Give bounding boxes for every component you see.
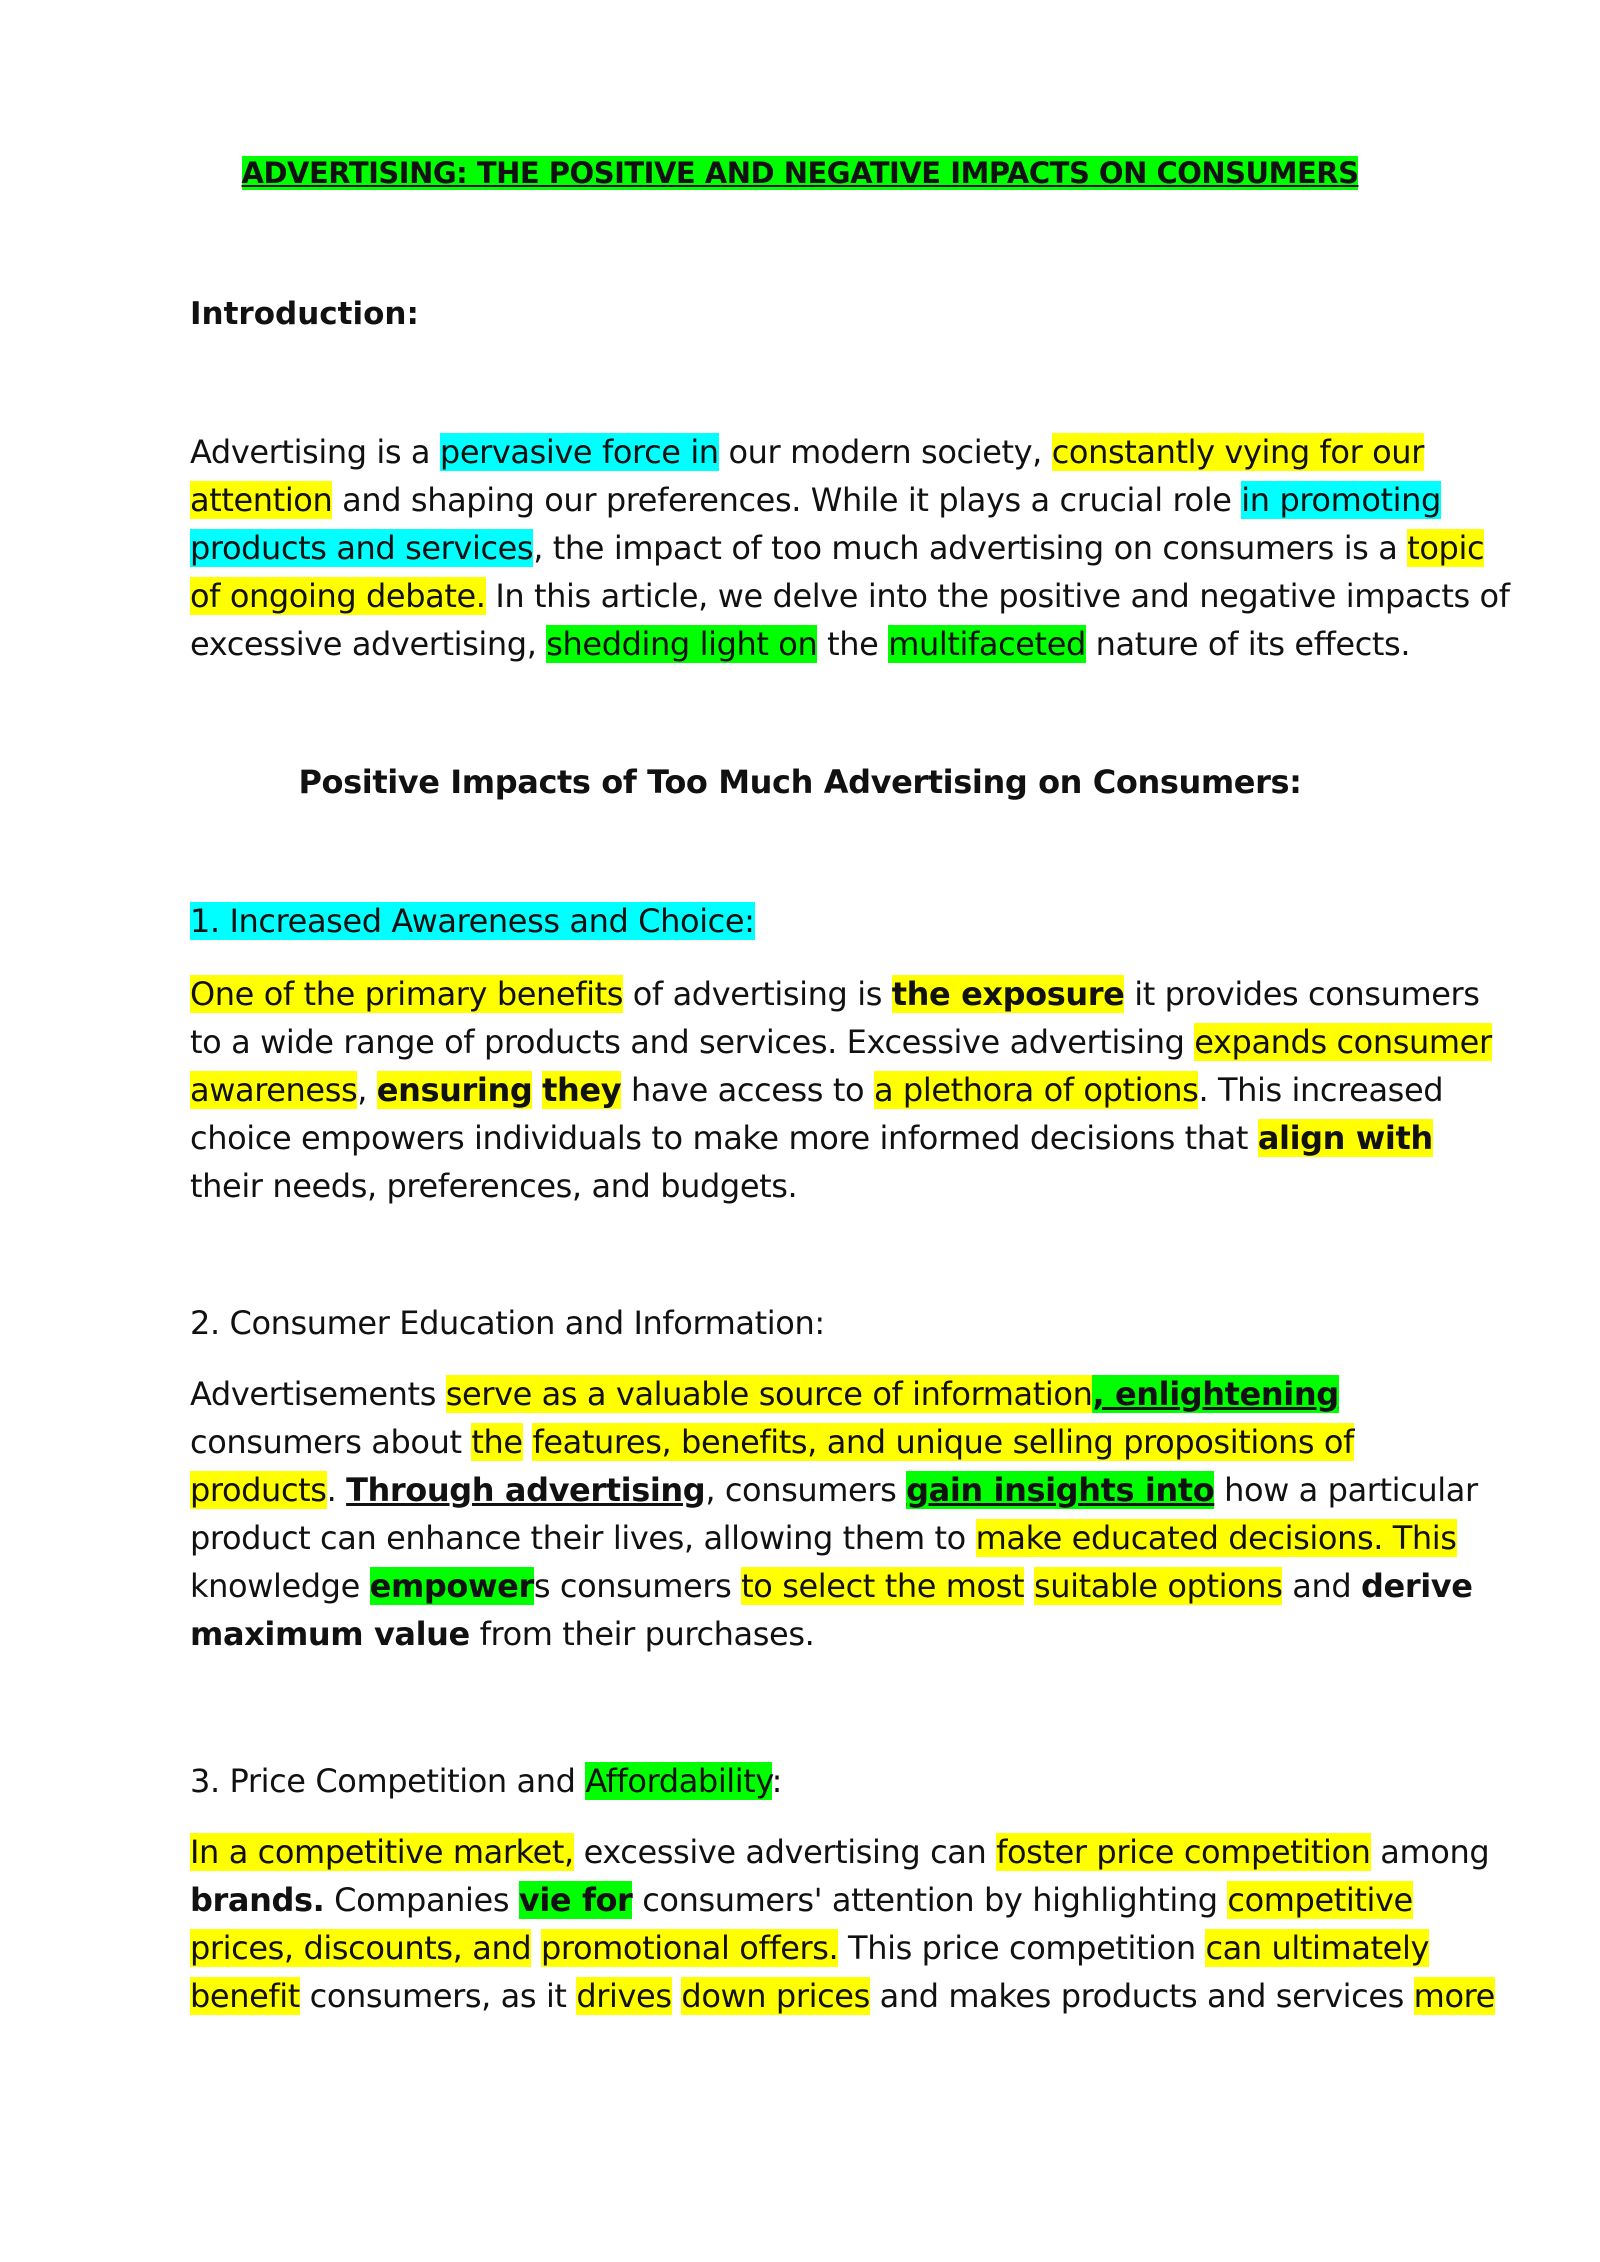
intro-text: , the impact of too much advertising on consumers is a xyxy=(533,529,1408,567)
s2-highlight: enlightening xyxy=(1114,1375,1339,1413)
s1-highlight: align with xyxy=(1257,1119,1433,1157)
s2-text: Advertisements xyxy=(190,1375,446,1413)
section-1-heading-text: 1. Increased Awareness and Choice: xyxy=(190,902,755,940)
s3-heading-highlight: Affordability xyxy=(585,1762,772,1800)
s2-highlight: , xyxy=(1092,1375,1115,1413)
s1-highlight: ensuring xyxy=(376,1071,533,1109)
s3-highlight: vie for xyxy=(518,1881,633,1919)
intro-text: In this article, we delve into the positive and negative impacts of excessive advertising, xyxy=(190,577,1510,663)
s3-text: consumers' attention by highlighting xyxy=(632,1881,1228,1919)
s3-text xyxy=(531,1929,541,1967)
intro-text: nature of its effects. xyxy=(1085,625,1411,663)
s3-text: Companies xyxy=(324,1881,519,1919)
document-title xyxy=(0,153,1600,193)
intro-highlight: multifaceted xyxy=(888,625,1086,663)
s3-text: excessive advertising can xyxy=(573,1833,997,1871)
intro-highlight: shedding light on xyxy=(546,625,818,663)
section-2-heading: 2. Consumer Education and Information: xyxy=(190,1304,825,1342)
intro-highlight: constantly vying for our attention xyxy=(190,433,1424,519)
s3-highlight: more xyxy=(1413,1977,1495,2015)
s3-highlight: In a competitive market, xyxy=(190,1833,574,1871)
s3-text: among xyxy=(1370,1833,1490,1871)
intro-highlight: pervasive force in xyxy=(439,433,719,471)
s1-highlight: a plethora of options xyxy=(873,1071,1199,1109)
s1-text: of advertising is xyxy=(622,975,892,1013)
s1-highlight: expands consumer awareness xyxy=(190,1023,1492,1109)
s1-highlight: they xyxy=(542,1071,622,1109)
intro-text: Advertising is a xyxy=(190,433,440,471)
s1-highlight: the exposure xyxy=(891,975,1125,1013)
s3-highlight: competitive prices, discounts, and xyxy=(190,1881,1413,1967)
intro-paragraph xyxy=(190,428,1510,668)
title-text: ADVERTISING: THE POSITIVE AND NEGATIVE IMPACTS ON CONSUMERS xyxy=(241,156,1359,190)
intro-text: our modern society, xyxy=(718,433,1052,471)
section-3-heading xyxy=(190,1758,1510,1804)
intro-highlight: topic of ongoing debate. xyxy=(190,529,1485,615)
s3-highlight: promotional offers. xyxy=(541,1929,839,1967)
section-3-paragraph xyxy=(190,1828,1510,2020)
s3-highlight: can ultimately benefit xyxy=(190,1929,1429,2015)
s2-text xyxy=(1024,1567,1034,1605)
s2-highlight: make educated decisions. This xyxy=(975,1519,1457,1557)
s2-text: s consumers xyxy=(533,1567,742,1605)
s2-text: from their purchases. xyxy=(469,1615,815,1653)
s3-heading-text: : xyxy=(771,1762,783,1800)
intro-text: the xyxy=(817,625,889,663)
s2-text: . xyxy=(326,1471,347,1509)
s2-highlight: serve as a valuable source of information xyxy=(445,1375,1093,1413)
s3-highlight: foster price competition xyxy=(996,1833,1371,1871)
s2-text: and xyxy=(1282,1567,1362,1605)
s2-text: how a particular product can enhance their lives, allowing them to xyxy=(190,1471,1478,1557)
s2-text: consumers about xyxy=(190,1423,472,1461)
s3-highlight: drives xyxy=(576,1977,672,2015)
s1-text: , xyxy=(357,1071,377,1109)
s2-highlight: empower xyxy=(369,1567,534,1605)
s1-text xyxy=(532,1071,542,1109)
intro-text: and shaping our preferences. While it plays a crucial role xyxy=(332,481,1242,519)
s2-emphasis: Through advertising xyxy=(346,1471,706,1509)
s2-emphasis: derive maximum value xyxy=(190,1567,1473,1653)
s3-text xyxy=(672,1977,682,2015)
s2-highlight: features, benefits, and unique selling propositions of products xyxy=(190,1423,1354,1509)
intro-highlight: in promoting products and services xyxy=(190,481,1441,567)
intro-heading: Introduction: xyxy=(190,296,419,332)
s2-highlight: gain insights into xyxy=(906,1471,1215,1509)
s1-text: . This increased choice empowers individuals to make more informed decisions that xyxy=(190,1071,1444,1157)
s2-text: knowledge xyxy=(190,1567,370,1605)
section-1-paragraph xyxy=(190,970,1510,1210)
s2-highlight: suitable options xyxy=(1033,1567,1283,1605)
section-1-heading xyxy=(190,898,1510,944)
s3-text: and makes products and services xyxy=(869,1977,1414,2015)
s1-highlight: One of the primary benefits xyxy=(190,975,623,1013)
s1-text: it provides consumers to a wide range of products and services. Excessive advertising xyxy=(190,975,1480,1061)
s2-highlight: to select the most xyxy=(741,1567,1025,1605)
s3-text: This price competition xyxy=(838,1929,1206,1967)
s2-highlight: the xyxy=(471,1423,523,1461)
s3-heading-text: 3. Price Competition and xyxy=(190,1762,586,1800)
s1-text: have access to xyxy=(621,1071,874,1109)
positive-impacts-heading: Positive Impacts of Too Much Advertising on Consumers: xyxy=(298,763,1302,801)
s3-text: consumers, as it xyxy=(299,1977,577,2015)
s1-text: their needs, preferences, and budgets. xyxy=(190,1167,798,1205)
s2-text: , consumers xyxy=(705,1471,907,1509)
section-2-paragraph xyxy=(190,1370,1510,1658)
s3-emphasis: brands. xyxy=(190,1881,325,1919)
s3-highlight: down prices xyxy=(681,1977,870,2015)
